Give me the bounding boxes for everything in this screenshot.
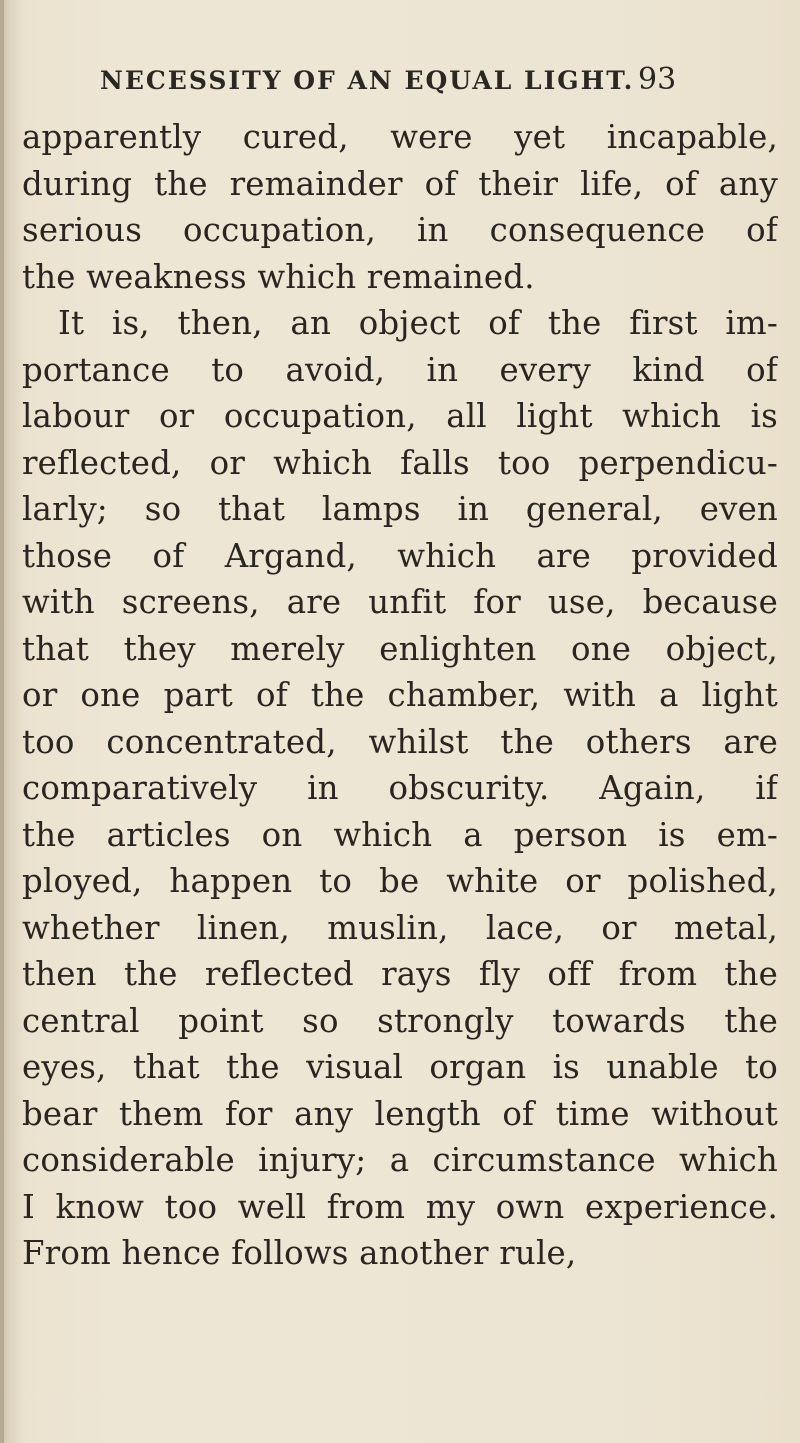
text-line: serious occupation, in consequence of (22, 211, 778, 249)
text-line: then the reflected rays fly off from the (22, 955, 778, 993)
text-line: too concentrated, whilst the others are (22, 722, 778, 761)
page-number: 93 (638, 62, 677, 97)
text-line: whether linen, muslin, lace, or metal, (22, 908, 778, 947)
text-line: It is, then, an object of the first im- (58, 304, 778, 342)
running-head (100, 62, 800, 106)
text-line: labour or occupation, all light which is (22, 397, 778, 435)
running-title: NECESSITY OF AN EQUAL LIGHT. (100, 66, 635, 95)
text-line: comparatively in obscurity. Again, if (22, 769, 778, 807)
text-line: From hence follows another rule, (22, 1234, 577, 1272)
text-line: that they merely enlighten one object, (22, 629, 778, 668)
text-line: bear them for any length of time without (22, 1094, 778, 1133)
text-line: eyes, that the visual organ is unable to (22, 1048, 778, 1086)
text-line: considerable injury; a circumstance which (22, 1141, 778, 1179)
binding-gutter (0, 0, 4, 1443)
text-line: larly; so that lamps in general, even (22, 490, 778, 528)
text-line: with screens, are unfit for use, because (22, 583, 778, 621)
text-line: those of Argand, which are provided (22, 536, 778, 575)
text-line: apparently cured, were yet incapable, (22, 118, 778, 156)
text-line: the weakness which remained. (22, 257, 535, 296)
text-line: central point so strongly towards the (22, 1001, 778, 1040)
text-line: portance to avoid, in every kind of (22, 350, 778, 389)
text-line: or one part of the chamber, with a light (22, 676, 778, 714)
text-line: ployed, happen to be white or polished, (22, 862, 778, 900)
text-line: reflected, or which falls too perpendicu- (22, 443, 778, 482)
text-line: I know too well from my own experience. (22, 1187, 778, 1226)
text-line: the articles on which a person is em- (22, 815, 778, 854)
text-line: during the remainder of their life, of any (22, 164, 778, 203)
body-text (22, 114, 788, 1277)
